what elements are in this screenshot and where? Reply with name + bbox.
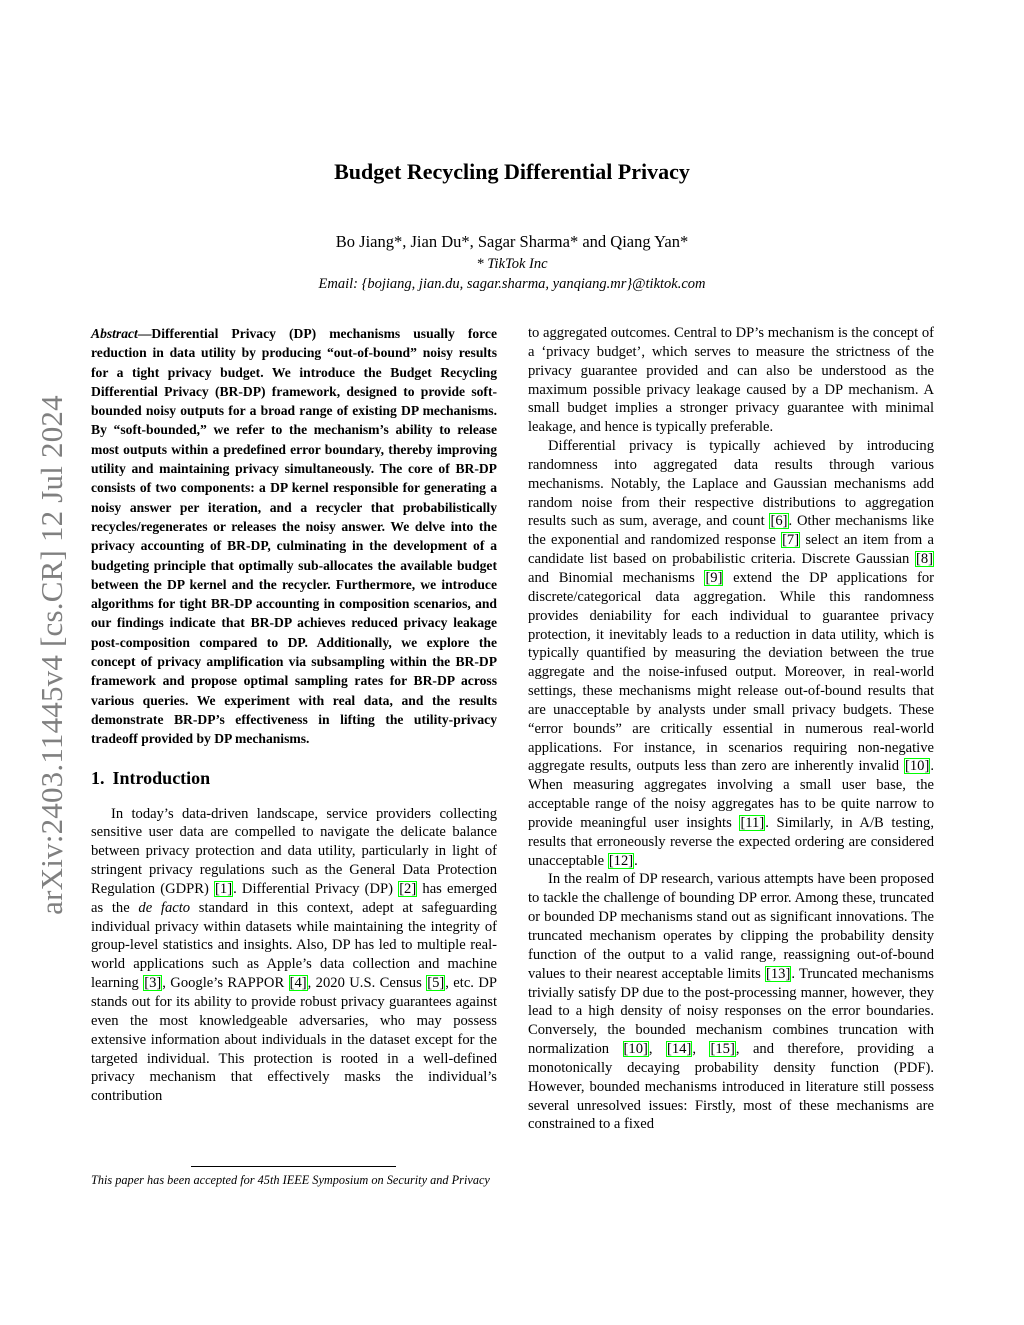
citation-link[interactable]: [10]: [623, 1041, 648, 1058]
section-title: Introduction: [112, 767, 211, 788]
section-number: 1.: [91, 767, 105, 788]
arxiv-sidebar: [20, 367, 84, 942]
text-run: , and therefore, providing a monotonically decaying probability density function (PDF). However, bounded mechanisms introduced in literature still possess several unresolved issues: Firstly, most of these mechanisms are constrained to a fixed: [528, 1041, 935, 1133]
citation-link[interactable]: [3]: [144, 975, 162, 992]
affiliation: * TikTok Inc: [476, 256, 548, 272]
text-run: , 2020 U.S. Census: [307, 975, 427, 992]
paragraph-continued: to aggregated outcomes. Central to DP’s mechanism is the concept of a ‘privacy budget’, which serves to measure the strictness of the privacy guarantee provided and can also be understood as the maximum possible privacy leakage caused by a DP mechanism. A small budget implies a stronger privacy guarantee with minimal leakage, and hence is typically preferable.: [528, 325, 934, 436]
text-run: standard in this context, adept at safeguarding individual privacy within datasets while maintaining the integrity of group-level statistics and insights. Also, DP has led to multiple real-world applications such as Apple’s data collection and machine learning: [91, 899, 497, 992]
text-run: ,: [692, 1041, 710, 1058]
citation-link[interactable]: [1]: [215, 880, 233, 897]
paper-title: Budget Recycling Differential Privacy: [334, 159, 690, 184]
paragraph-bounded-dp: [528, 870, 934, 1134]
text-run: select an item from a candidate list based on probabilistic criteria. Discrete Gaussian: [528, 532, 934, 568]
abstract: [91, 324, 497, 749]
citation-link[interactable]: [11]: [740, 814, 765, 831]
text-run: . Similarly, in A/B testing, results that erroneously reverse the expected ordering are considered unacceptable: [528, 814, 934, 869]
arxiv-identifier: arXiv:2403.11445v4 [cs.CR] 12 Jul 2024: [34, 394, 69, 915]
text-run: Differential privacy is typically achieved by introducing randomness into aggregated data results through various mechanisms. Notably, the Laplace and Gaussian mechanisms add random noise from their respective distributions to aggregation results such as sum, average, and count: [528, 438, 934, 530]
citation-link[interactable]: [10]: [905, 758, 930, 775]
citation-link[interactable]: [7]: [782, 532, 800, 549]
citation-link[interactable]: [6]: [770, 513, 788, 530]
citation-link[interactable]: [12]: [608, 852, 634, 869]
text-run: In the realm of DP research, various attempts have been proposed to tackle the challenge of bounding DP error. Among these, truncated or bounded DP mechanisms stand out as significant innovations. The truncated mechanism operates by clipping the probability density function of the output to a valid range, reassigning out-of-bound values to their nearest acceptable limits: [528, 871, 934, 982]
right-column: [528, 324, 934, 1134]
text-run: extend the DP applications for discrete/categorical data aggregation. While this randomness provides deniability for each individual to guarantee privacy protection, it inevitably leads to a reduction in data utility, which is typically quantified by measuring the deviation between the true aggregate and the noise-infused output. Moreover, in real-world settings, these mechanisms might release out-of-bound results that are unacceptable by analysts under small privacy budgets. These “error bounds” are critically essential in numerous real-world applications. For instance, in scenarios requiring non-negative aggregate results, outputs less than zero are inherently invalid: [528, 569, 934, 775]
text-run: , Google’s RAPPOR: [162, 975, 289, 992]
citation-link[interactable]: [8]: [915, 551, 933, 568]
text-run: In today’s data-driven landscape, service providers collecting sensitive user data are compelled to navigate the delicate balance between privacy protection and data utility, particularly in light of stringent privacy regulations such as the General Data Protection Regulation (GDPR): [91, 805, 497, 897]
emphasis-text: de facto: [138, 899, 191, 916]
text-run: , etc. DP stands out for its ability to provide robust privacy guarantees against even the most knowledgeable adversaries, who may possess extensive information about individuals in the dataset except for the targeted individual. This protection is rooted in a well-defined privacy mechanism that effectively masks the individual’s contribution: [91, 975, 498, 1105]
citation-link[interactable]: [14]: [667, 1041, 692, 1058]
text-run: . Other mechanisms like the exponential and randomized response: [528, 513, 934, 549]
text-run: has emerged as the: [91, 880, 497, 916]
citation-link[interactable]: [2]: [399, 880, 417, 897]
text-run: ,: [648, 1041, 667, 1058]
author-list: Bo Jiang*, Jian Du*, Sagar Sharma* and Qiang Yan*: [335, 232, 689, 251]
left-column: [91, 324, 497, 1106]
citation-link[interactable]: [4]: [289, 975, 307, 992]
section-heading: [91, 767, 497, 789]
paragraph-mechanisms: [528, 437, 934, 870]
text-run: . Differential Privacy (DP): [233, 880, 399, 897]
text-run: . When measuring aggregates involving a small user base, the acceptable range of the noisy aggregates has to be quite narrow to provide meaningful user insights: [528, 758, 934, 831]
author-emails: Email: {bojiang, jian.du, sagar.sharma, yanqiang.mr}@tiktok.com: [318, 276, 706, 292]
text-run: and Binomial mechanisms: [528, 569, 705, 586]
text-run: .: [634, 852, 638, 869]
citation-link[interactable]: [13]: [766, 965, 791, 982]
abstract-label: Abstract: [91, 326, 138, 341]
citation-link[interactable]: [15]: [710, 1041, 735, 1058]
citation-link[interactable]: [9]: [705, 569, 723, 586]
abstract-text: —Differential Privacy (DP) mechanisms usually force reduction in data utility by producing “out-of-bound” noisy results for a tight privacy budget. We introduce the Budget Recycling Differential Privacy (BR-DP) framework, designed to provide soft-bounded noisy outputs for a broad range of existing DP mechanisms. By “soft-bounded,” we refer to the mechanism’s ability to release most outputs within a predefined error boundary, thereby improving utility and maintaining privacy simultaneously. The core of BR-DP consists of two components: a DP kernel responsible for generating a noisy answer per iteration, and a recycler that probabilistically recycles/regenerates or releases the noisy answer. We delve into the privacy accounting of BR-DP, culminating in the development of a budgeting principle that optimally sub-allocates the available budget between the DP kernel and the recycler. Furthermore, we introduce algorithms for tight BR-DP accounting in composition scenarios, and our findings indicate that BR-DP achieves reduced privacy leakage post-composition compared to DP. Additionally, we explore the concept of privacy amplification via subsampling within the BR-DP framework and propose optimal sampling rates for BR-DP across various queries. We experiment with real data, and the results demonstrate BR-DP’s effectiveness in lifting the utility-privacy tradeoff provided by DP mechanisms.: [91, 326, 497, 747]
footnote-rule: [191, 1166, 396, 1167]
intro-paragraph-1: [91, 805, 497, 1107]
citation-link[interactable]: [5]: [427, 975, 445, 992]
footnote: This paper has been accepted for 45th IEEE Symposium on Security and Privacy: [91, 1173, 490, 1187]
text-run: . Truncated mechanisms trivially satisfy DP due to the post-processing manner, however, they lead to a high density of noisy responses on the error boundaries. Conversely, the bounded mechanism combines truncation with normalization: [528, 965, 934, 1058]
